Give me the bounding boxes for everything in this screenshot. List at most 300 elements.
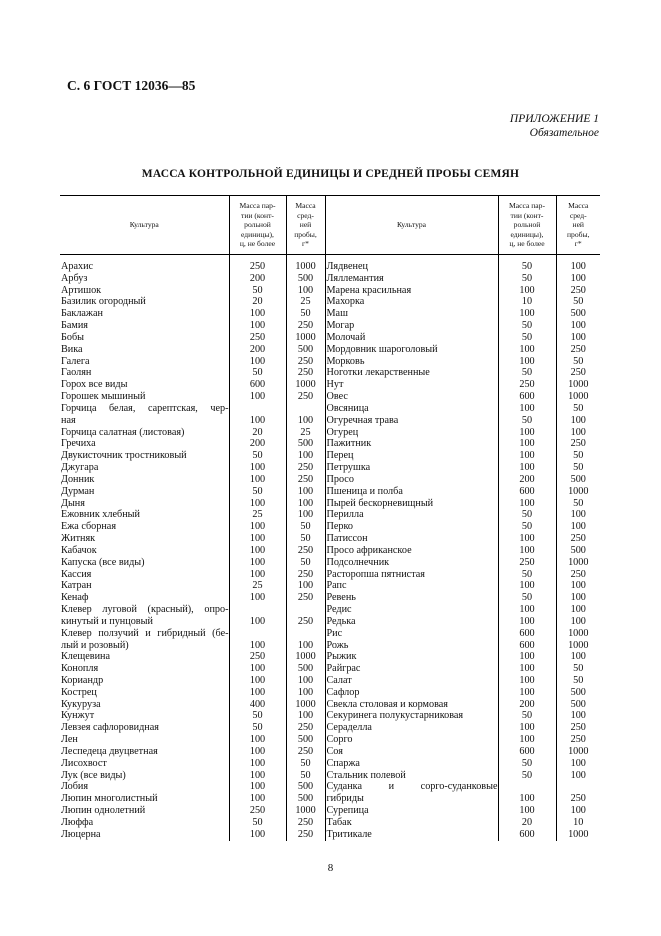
table-row	[60, 273, 600, 285]
sample-header-line: сред-	[569, 210, 587, 220]
crop-cell: Ляллемантия	[326, 272, 384, 284]
sample-mass-cell: 50	[286, 533, 325, 545]
sample-mass-cell: 50	[556, 462, 600, 474]
crop-cell: Баклажан	[61, 308, 103, 320]
crop-cell: Рис	[326, 627, 343, 639]
crop-cell: Кукуруза	[61, 698, 101, 710]
seed-mass-table	[60, 195, 600, 841]
sample-mass-cell: 500	[556, 699, 600, 711]
lot-mass-cell	[229, 403, 286, 415]
table-row	[60, 403, 600, 415]
lot-mass-cell: 100	[229, 545, 286, 557]
lot-mass-cell: 100	[229, 781, 286, 793]
lot-mass-cell: 50	[229, 450, 286, 462]
lot-mass-cell: 100	[229, 640, 286, 652]
table-row	[60, 332, 600, 344]
crop-cell: Лен	[61, 734, 78, 746]
sample-mass-cell: 1000	[286, 255, 325, 273]
lot-mass-cell: 100	[229, 498, 286, 510]
lot-header-line: ц, не более	[239, 239, 276, 249]
sample-mass-cell: 100	[556, 273, 600, 285]
lot-mass-cell	[229, 628, 286, 640]
sample-mass-cell: 250	[286, 746, 325, 758]
table-row	[60, 521, 600, 533]
crop-cell: Ревень	[326, 592, 356, 604]
lot-mass-cell: 200	[229, 273, 286, 285]
lot-mass-cell: 100	[498, 805, 556, 817]
crop-cell: Люпин многолистный	[61, 793, 158, 805]
crop-cell: Клещевина	[61, 651, 111, 663]
lot-mass-cell: 100	[498, 498, 556, 510]
sample-mass-cell: 250	[286, 474, 325, 486]
lot-mass-cell: 100	[229, 793, 286, 805]
sample-mass-cell: 1000	[556, 746, 600, 758]
lot-mass-cell: 100	[498, 604, 556, 616]
sample-mass-cell: 50	[556, 675, 600, 687]
lot-mass-cell: 50	[498, 569, 556, 581]
sample-mass-cell	[286, 604, 325, 616]
lot-header-line: единицы),	[241, 229, 274, 239]
table-row	[60, 427, 600, 439]
lot-mass-cell: 50	[498, 273, 556, 285]
crop-cell: Просо африканское	[326, 544, 412, 556]
lot-mass-cell: 100	[498, 545, 556, 557]
crop-cell: Табак	[326, 816, 352, 828]
crop-cell: Огурец	[326, 426, 359, 438]
sample-mass-cell: 100	[556, 710, 600, 722]
crop-cell: Капуска (все виды)	[61, 556, 145, 568]
crop-cell: гибриды	[326, 793, 364, 805]
crop-cell: Секуринега полукустарниковая	[326, 710, 464, 722]
crop-cell: Ежа сборная	[61, 521, 117, 533]
sample-mass-cell: 100	[286, 415, 325, 427]
table-body	[60, 255, 600, 841]
crop-cell: Лядвенец	[326, 261, 368, 272]
sample-mass-cell: 50	[286, 758, 325, 770]
crop-cell: Галега	[61, 355, 90, 367]
sample-mass-cell: 100	[556, 758, 600, 770]
lot-mass-cell: 250	[229, 651, 286, 663]
lot-mass-cell: 20	[498, 817, 556, 829]
table-row	[60, 533, 600, 545]
sample-mass-cell: 100	[556, 592, 600, 604]
lot-mass-cell: 100	[229, 758, 286, 770]
lot-mass-cell: 100	[498, 616, 556, 628]
crop-cell: Гаолян	[61, 367, 92, 379]
crop-cell: Просо	[326, 473, 354, 485]
lot-mass-cell: 250	[229, 255, 286, 273]
crop-cell: Ноготки лекарственные	[326, 367, 430, 379]
sample-mass-cell: 500	[286, 344, 325, 356]
sample-mass-cell: 250	[556, 793, 600, 805]
table-row	[60, 805, 600, 817]
sample-mass-cell	[556, 781, 600, 793]
crop-cell: лый и розовый)	[61, 639, 129, 651]
crop-cell: Горох все виды	[61, 379, 128, 391]
crop-cell: Арбуз	[61, 272, 88, 284]
document-header: С. 6 ГОСТ 12036—85	[67, 78, 196, 93]
table-row	[60, 450, 600, 462]
lot-mass-cell: 50	[498, 710, 556, 722]
sample-mass-cell: 250	[556, 285, 600, 297]
sample-mass-cell: 1000	[556, 640, 600, 652]
crop-cell: Дыня	[61, 497, 85, 509]
sample-mass-cell: 100	[556, 604, 600, 616]
table-row	[60, 415, 600, 427]
table-row	[60, 604, 600, 616]
crop-cell: Горошек мышиный	[61, 391, 146, 403]
crop-cell: Овес	[326, 391, 348, 403]
table-row	[60, 486, 600, 498]
crop-cell: Бобы	[61, 331, 84, 343]
crop-cell: Спаржа	[326, 757, 360, 769]
sample-mass-cell: 500	[286, 663, 325, 675]
crop-cell: Махорка	[326, 296, 365, 308]
crop-cell: Донник	[61, 473, 95, 485]
sample-mass-cell: 500	[556, 687, 600, 699]
lot-mass-cell: 600	[498, 829, 556, 841]
sample-mass-cell: 50	[556, 296, 600, 308]
appendix-block	[510, 112, 599, 140]
crop-cell: Кенаф	[61, 592, 89, 604]
sample-mass-cell: 50	[556, 663, 600, 675]
lot-mass-cell: 100	[498, 793, 556, 805]
sample-mass-cell: 100	[556, 427, 600, 439]
lot-mass-cell: 100	[498, 344, 556, 356]
table-row	[60, 616, 600, 628]
table-row	[60, 663, 600, 675]
sample-mass-cell: 250	[286, 320, 325, 332]
crop-cell: Двукисточник тростниковый	[61, 450, 187, 462]
table-row	[60, 829, 600, 841]
lot-mass-cell: 50	[498, 415, 556, 427]
lot-header-line: Масса пар-	[239, 201, 276, 211]
crop-cell: Житняк	[61, 533, 96, 545]
lot-mass-cell: 100	[229, 557, 286, 569]
crop-cell: Арахис	[61, 261, 94, 272]
table-header-row	[60, 196, 600, 255]
lot-mass-cell: 20	[229, 296, 286, 308]
lot-mass-cell: 50	[229, 367, 286, 379]
lot-mass-cell: 100	[498, 462, 556, 474]
lot-mass-cell: 600	[498, 640, 556, 652]
sample-mass-cell: 250	[286, 462, 325, 474]
table-row	[60, 462, 600, 474]
lot-mass-cell: 100	[229, 462, 286, 474]
crop-cell: Рапс	[326, 580, 347, 592]
lot-mass-cell: 100	[498, 438, 556, 450]
column-header-crop: Культура	[60, 196, 229, 255]
lot-mass-cell: 100	[229, 616, 286, 628]
table-row	[60, 474, 600, 486]
crop-cell: Лобия	[61, 781, 89, 793]
table-row	[60, 320, 600, 332]
sample-mass-cell: 1000	[556, 379, 600, 391]
table-row	[60, 628, 600, 640]
lot-mass-cell: 600	[229, 379, 286, 391]
crop-cell: Перилла	[326, 509, 364, 521]
lot-mass-cell: 50	[498, 255, 556, 273]
sample-mass-cell: 25	[286, 427, 325, 439]
lot-mass-cell: 50	[498, 592, 556, 604]
crop-cell: Клевер луговой (красный), опро-	[61, 604, 229, 616]
crop-cell: Овсяница	[326, 402, 369, 414]
sample-mass-cell: 500	[286, 273, 325, 285]
sample-mass-cell: 500	[286, 438, 325, 450]
sample-mass-cell: 25	[286, 296, 325, 308]
sample-mass-cell: 50	[556, 450, 600, 462]
lot-mass-cell: 250	[229, 332, 286, 344]
crop-cell: Лук (все виды)	[61, 769, 126, 781]
column-header-sample-mass	[286, 196, 325, 255]
crop-cell: Рыжик	[326, 651, 357, 663]
sample-mass-cell: 500	[556, 308, 600, 320]
sample-mass-cell: 250	[556, 438, 600, 450]
column-header-crop: Культура	[325, 196, 498, 255]
lot-mass-cell: 100	[229, 521, 286, 533]
sample-mass-cell: 10	[556, 817, 600, 829]
table-row	[60, 710, 600, 722]
crop-cell: Пажитник	[326, 438, 372, 450]
sample-mass-cell: 1000	[286, 805, 325, 817]
sample-mass-cell: 100	[556, 770, 600, 782]
crop-cell: Люпин однолетний	[61, 805, 146, 817]
sample-mass-cell: 1000	[556, 486, 600, 498]
lot-mass-cell: 600	[498, 486, 556, 498]
lot-mass-cell: 50	[498, 332, 556, 344]
lot-mass-cell: 100	[229, 391, 286, 403]
sample-mass-cell: 100	[556, 332, 600, 344]
sample-mass-cell: 1000	[556, 557, 600, 569]
crop-cell: Молочай	[326, 331, 366, 343]
table-row	[60, 781, 600, 793]
crop-cell: Джугара	[61, 462, 99, 474]
sample-mass-cell: 250	[286, 817, 325, 829]
lot-header-line: ц, не более	[509, 239, 545, 249]
sample-mass-cell: 1000	[286, 332, 325, 344]
crop-cell: Перец	[326, 450, 354, 462]
lot-mass-cell: 100	[498, 356, 556, 368]
sample-mass-cell: 1000	[286, 699, 325, 711]
table-row	[60, 391, 600, 403]
lot-mass-cell: 100	[229, 592, 286, 604]
table-row	[60, 687, 600, 699]
lot-header-line: рольной	[513, 220, 541, 230]
table-row	[60, 308, 600, 320]
lot-mass-cell: 100	[229, 569, 286, 581]
lot-mass-cell: 100	[498, 663, 556, 675]
table-row	[60, 545, 600, 557]
table-row	[60, 569, 600, 581]
sample-header-line: пробы,	[566, 229, 590, 239]
sample-mass-cell: 1000	[286, 651, 325, 663]
sample-mass-cell	[286, 628, 325, 640]
sample-mass-cell: 500	[556, 474, 600, 486]
sample-mass-cell: 100	[286, 687, 325, 699]
lot-mass-cell: 50	[498, 758, 556, 770]
table-row	[60, 699, 600, 711]
sample-mass-cell: 250	[556, 569, 600, 581]
lot-mass-cell: 100	[498, 403, 556, 415]
sample-mass-cell: 500	[286, 734, 325, 746]
sample-mass-cell: 250	[556, 367, 600, 379]
sample-mass-cell: 100	[556, 255, 600, 273]
crop-cell: Пшеница и полба	[326, 485, 403, 497]
table-row	[60, 356, 600, 368]
sample-mass-cell: 100	[556, 651, 600, 663]
appendix-status: Обязательное	[529, 127, 599, 139]
lot-mass-cell: 100	[498, 533, 556, 545]
lot-mass-cell: 25	[229, 509, 286, 521]
crop-cell: Люцерна	[61, 828, 101, 840]
table-row	[60, 640, 600, 652]
table-row	[60, 580, 600, 592]
lot-header-line: рольной	[244, 220, 271, 230]
lot-mass-cell: 250	[229, 805, 286, 817]
lot-mass-cell: 100	[229, 687, 286, 699]
column-header-sample-mass	[556, 196, 600, 255]
crop-cell: Салат	[326, 674, 352, 686]
sample-mass-cell: 100	[556, 580, 600, 592]
crop-cell: Перко	[326, 521, 353, 533]
lot-mass-cell: 100	[498, 651, 556, 663]
table-row	[60, 367, 600, 379]
table-row	[60, 746, 600, 758]
sample-mass-cell: 1000	[286, 379, 325, 391]
sample-mass-cell	[286, 403, 325, 415]
table-row	[60, 509, 600, 521]
crop-cell: Вика	[61, 343, 83, 355]
crop-cell: Клевер ползучий и гибридный (бе-	[61, 627, 229, 639]
crop-cell: Нут	[326, 379, 344, 391]
lot-mass-cell: 200	[229, 438, 286, 450]
lot-mass-cell: 50	[229, 817, 286, 829]
table-row	[60, 498, 600, 510]
sample-mass-cell: 50	[556, 356, 600, 368]
table-row	[60, 296, 600, 308]
lot-mass-cell: 20	[229, 427, 286, 439]
sample-mass-cell: 100	[556, 415, 600, 427]
crop-cell: ная	[61, 414, 76, 426]
lot-mass-cell: 50	[498, 320, 556, 332]
lot-mass-cell: 100	[498, 285, 556, 297]
sample-header-line: Масса	[568, 201, 589, 211]
sample-mass-cell: 100	[556, 509, 600, 521]
lot-mass-cell: 10	[498, 296, 556, 308]
lot-mass-cell: 100	[229, 474, 286, 486]
table-row	[60, 770, 600, 782]
sample-mass-cell: 250	[286, 569, 325, 581]
lot-mass-cell: 50	[498, 521, 556, 533]
appendix-label: ПРИЛОЖЕНИЕ 1	[509, 113, 599, 125]
sample-mass-cell: 50	[556, 403, 600, 415]
lot-mass-cell: 100	[229, 415, 286, 427]
sample-mass-cell: 250	[556, 722, 600, 734]
sample-header-line: пробы,	[294, 229, 317, 239]
crop-cell: Мордовник шароголовый	[326, 343, 438, 355]
crop-cell: Рожь	[326, 639, 349, 651]
crop-cell: Марена красильная	[326, 284, 412, 296]
crop-cell: Редька	[326, 615, 356, 627]
crop-cell: Левзея сафлоровидная	[61, 722, 159, 734]
lot-mass-cell: 100	[498, 675, 556, 687]
lot-mass-cell: 200	[498, 699, 556, 711]
lot-mass-cell: 100	[229, 746, 286, 758]
crop-cell: Пырей бескорневищный	[326, 497, 434, 509]
sample-mass-cell: 250	[556, 533, 600, 545]
sample-mass-cell: 500	[556, 545, 600, 557]
crop-cell: Конопля	[61, 663, 99, 675]
lot-mass-cell: 100	[229, 829, 286, 841]
crop-cell: Патиссон	[326, 533, 368, 545]
table-row	[60, 344, 600, 356]
sample-header-line: Масса	[295, 201, 316, 211]
lot-mass-cell: 600	[498, 746, 556, 758]
table-row	[60, 793, 600, 805]
lot-mass-cell: 100	[229, 320, 286, 332]
crop-cell: Суданка и сорго-суданковые	[326, 781, 498, 793]
lot-mass-cell: 100	[229, 308, 286, 320]
lot-header-line: единицы),	[510, 229, 544, 239]
lot-mass-cell	[229, 604, 286, 616]
crop-cell: Ежовник хлебный	[61, 509, 140, 521]
table-row	[60, 285, 600, 297]
lot-mass-cell: 100	[229, 675, 286, 687]
sample-mass-cell: 50	[556, 498, 600, 510]
crop-cell: Кабачок	[61, 544, 97, 556]
sample-mass-cell: 250	[286, 722, 325, 734]
sample-mass-cell: 100	[556, 616, 600, 628]
sample-mass-cell: 1000	[556, 628, 600, 640]
sample-mass-cell: 100	[556, 521, 600, 533]
crop-cell: Райграс	[326, 663, 361, 675]
sample-mass-cell: 100	[556, 805, 600, 817]
sample-header-line: г*	[302, 239, 309, 249]
sample-mass-cell: 1000	[556, 391, 600, 403]
sample-mass-cell: 250	[286, 616, 325, 628]
lot-mass-cell: 25	[229, 580, 286, 592]
sample-mass-cell: 50	[286, 521, 325, 533]
crop-cell: Тритикале	[326, 828, 372, 840]
crop-cell: Подсолнечник	[326, 556, 390, 568]
sample-mass-cell: 1000	[556, 829, 600, 841]
sample-mass-cell: 250	[556, 344, 600, 356]
lot-mass-cell: 50	[229, 710, 286, 722]
sample-mass-cell: 250	[286, 545, 325, 557]
sample-mass-cell: 100	[286, 710, 325, 722]
sample-mass-cell: 250	[286, 829, 325, 841]
table-row	[60, 675, 600, 687]
lot-mass-cell: 600	[498, 628, 556, 640]
crop-cell: Артишок	[61, 284, 102, 296]
sample-mass-cell: 500	[286, 793, 325, 805]
sample-header-line: сред-	[297, 210, 314, 220]
crop-cell: Морковь	[326, 355, 365, 367]
sample-mass-cell: 100	[286, 498, 325, 510]
crop-cell: Дурман	[61, 485, 95, 497]
crop-cell: Сафлор	[326, 686, 360, 698]
table-row	[60, 722, 600, 734]
crop-cell: Маш	[326, 308, 348, 320]
lot-mass-cell: 100	[229, 770, 286, 782]
sample-mass-cell: 100	[556, 320, 600, 332]
sample-mass-cell: 250	[286, 367, 325, 379]
crop-cell: Редис	[326, 604, 352, 616]
lot-header-line: тии (конт-	[510, 210, 544, 220]
crop-cell: Кассия	[61, 568, 92, 580]
sample-mass-cell: 50	[286, 770, 325, 782]
table-row	[60, 557, 600, 569]
